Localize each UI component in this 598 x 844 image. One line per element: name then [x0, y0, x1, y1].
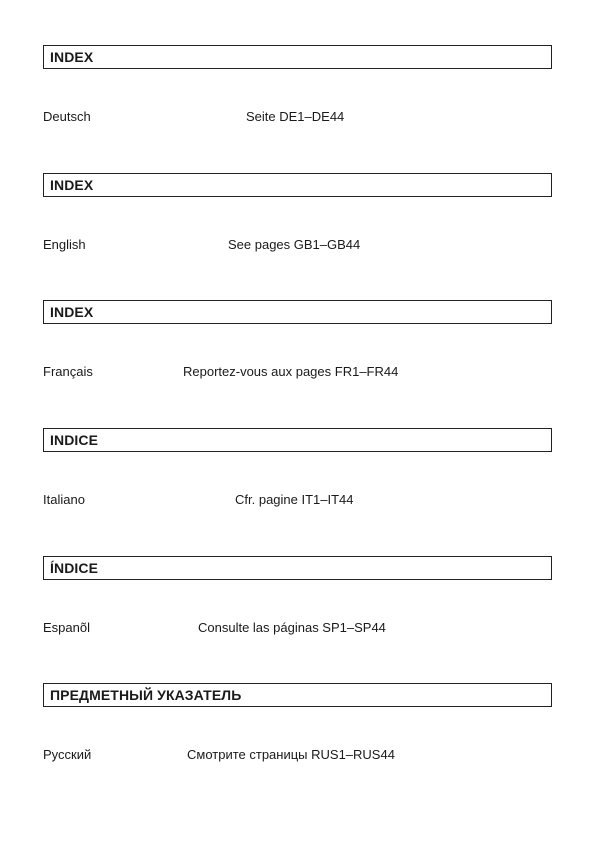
- language-name: Espanõl: [43, 620, 90, 635]
- section-italiano: [0, 428, 598, 538]
- section-heading: INDEX: [43, 45, 552, 69]
- section-heading: ÍNDICE: [43, 556, 552, 580]
- page-reference: Смотрите страницы RUS1–RUS44: [187, 747, 395, 762]
- language-name: Italiano: [43, 492, 85, 507]
- language-name: Deutsch: [43, 109, 91, 124]
- language-name: Français: [43, 364, 93, 379]
- section-espanol: [0, 556, 598, 666]
- section-francais: [0, 300, 598, 410]
- section-deutsch: [0, 45, 598, 155]
- section-russian: [0, 683, 598, 793]
- section-english: [0, 173, 598, 283]
- page-reference: Seite DE1–DE44: [246, 109, 345, 124]
- section-heading: ПРЕДМЕТНЫЙ УКАЗАТЕЛЬ: [43, 683, 552, 707]
- page-reference: See pages GB1–GB44: [228, 237, 361, 252]
- language-name: Русский: [43, 747, 92, 762]
- page-reference: Consulte las páginas SP1–SP44: [198, 620, 386, 635]
- language-name: English: [43, 237, 86, 252]
- page-reference: Cfr. pagine IT1–IT44: [235, 492, 354, 507]
- section-heading: INDEX: [43, 173, 552, 197]
- section-heading: INDICE: [43, 428, 552, 452]
- page-reference: Reportez-vous aux pages FR1–FR44: [183, 364, 399, 379]
- section-heading: INDEX: [43, 300, 552, 324]
